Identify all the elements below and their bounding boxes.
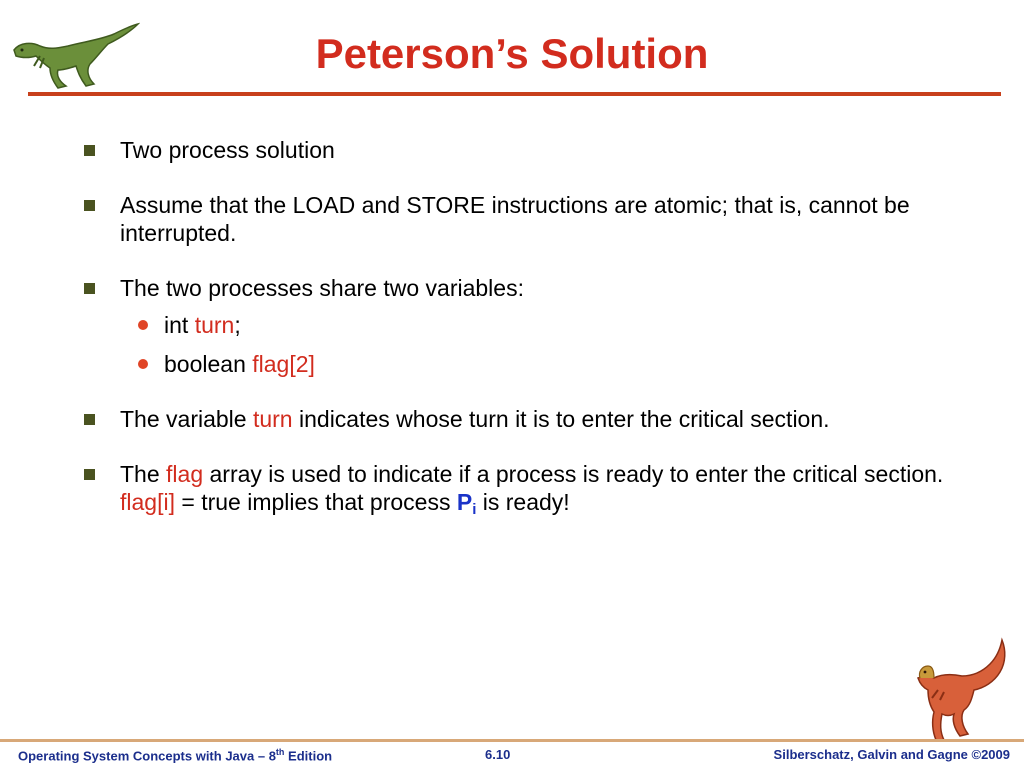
square-bullet-icon — [84, 469, 95, 480]
process-symbol — [456, 489, 477, 518]
round-bullet-icon — [138, 359, 148, 369]
sub-bullet-code: turn — [194, 312, 235, 338]
slide-content — [84, 136, 964, 551]
footer-book-title-end: Edition — [284, 748, 333, 764]
square-bullet-icon — [84, 200, 95, 211]
bullet-end: is ready! — [476, 489, 570, 515]
sub-bullet-suffix: ; — [234, 312, 241, 338]
slide-title: Peterson’s Solution — [315, 30, 709, 77]
sub-bullet-item — [120, 350, 964, 378]
bullet-text: Two process solution — [120, 137, 335, 163]
bullet-mid: array is used to indicate if a process is ready to enter the critical section. — [203, 461, 944, 487]
footer-book-title — [18, 747, 332, 763]
bullet-prefix: The variable — [120, 406, 253, 432]
sub-bullet-prefix: int — [164, 312, 195, 338]
bullet-item — [84, 274, 964, 302]
round-bullet-icon — [138, 320, 148, 330]
sub-bullet-prefix: boolean — [164, 351, 253, 377]
bullet-text: The two processes share two variables: — [120, 275, 524, 301]
bullet-item — [84, 191, 964, 247]
process-subscript: i — [472, 501, 477, 518]
footer-slide-number: 6.10 — [485, 747, 511, 762]
footer-copyright: Silberschatz, Galvin and Gagne ©2009 — [773, 747, 1010, 762]
bullet-item — [84, 405, 964, 433]
title-divider — [28, 92, 1001, 96]
bullet-item — [84, 136, 964, 164]
sub-bullet-item — [120, 311, 964, 339]
bullet-mid-2: = true implies that process — [174, 489, 457, 515]
bullet-item — [84, 460, 964, 524]
square-bullet-icon — [84, 145, 95, 156]
process-letter: P — [456, 489, 473, 515]
footer-book-title-main: Operating System Concepts with Java – 8 — [18, 748, 276, 764]
footer-divider — [0, 739, 1024, 742]
bullet-code: flag — [166, 461, 204, 487]
sub-bullet-code: flag[2] — [252, 351, 315, 377]
square-bullet-icon — [84, 283, 95, 294]
bullet-code-2: flag[i] — [120, 489, 175, 515]
bullet-suffix: indicates whose turn it is to enter the critical section. — [292, 406, 830, 432]
square-bullet-icon — [84, 414, 95, 425]
bullet-prefix: The — [120, 461, 167, 487]
dinosaur-bottom-right-icon — [910, 636, 1010, 744]
bullet-text: Assume that the LOAD and STORE instructions are atomic; that is, cannot be interrupted. — [120, 192, 910, 246]
footer-book-title-sup: th — [275, 747, 285, 757]
bullet-code: turn — [252, 406, 293, 432]
